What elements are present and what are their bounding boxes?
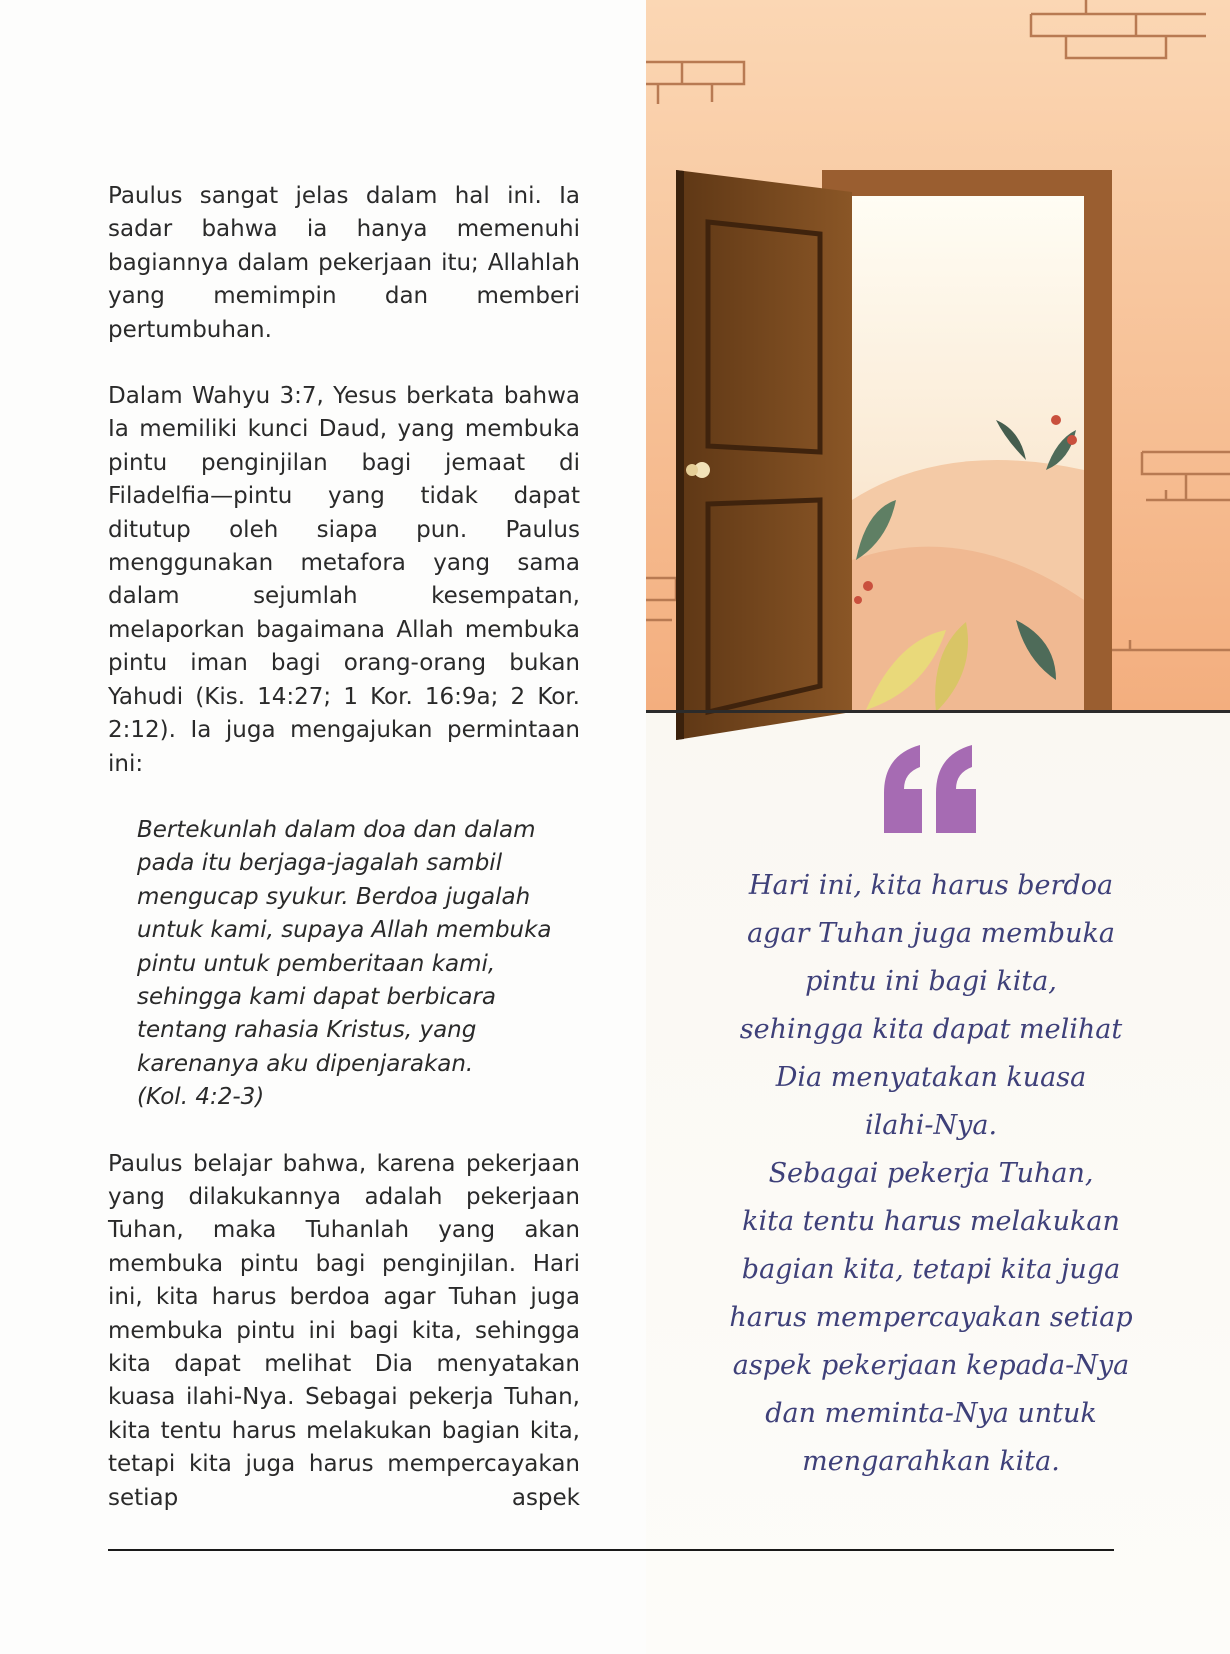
pull-quote-line: dan meminta-Nya untuk <box>765 1398 1097 1429</box>
quote-reference: (Kol. 4:2-3) <box>137 1084 265 1111</box>
quote-line: untuk kami, supaya Allah membuka <box>137 917 552 944</box>
body-text <box>108 180 580 1515</box>
pull-quote-line: kita tentu harus melakukan <box>742 1206 1120 1237</box>
bottom-divider <box>108 1549 1114 1551</box>
pull-quote-line: ilahi-Nya. <box>864 1110 998 1141</box>
quote-line: pintu untuk pemberitaan kami, <box>137 950 496 977</box>
pull-quote-line: sehingga kita dapat melihat <box>739 1014 1123 1045</box>
quote-line: Bertekunlah dalam doa dan dalam <box>137 816 536 843</box>
pull-quote-line: Hari ini, kita harus berdoa <box>748 870 1114 901</box>
pull-quote-line: aspek pekerjaan kepada-Nya <box>732 1350 1130 1381</box>
open-door-illustration <box>646 0 1230 740</box>
quote-line: mengucap syukur. Berdoa jugalah <box>137 883 531 910</box>
quote-mark-icon <box>880 745 980 835</box>
paragraph-3: Paulus belajar bahwa, karena pekerjaan yang dilakukannya adalah pekerjaan Tuhan, maka Tuhanlah yang akan membuka pintu bagi penginjilan. Hari ini, kita harus berdoa agar Tuhan juga membuka pintu ini bagi kita, sehingga kita dapat melihat Dia menyatakan kuasa ilahi-Nya. Sebagai pekerja Tuhan, kita tentu harus melakukan bagian kita, tetapi kita juga harus mempercayakan setiap aspek <box>108 1150 580 1511</box>
pull-quote-line: pintu ini bagi kita, <box>805 966 1057 997</box>
pull-quote-line: Dia menyatakan kuasa <box>775 1062 1087 1093</box>
pull-quote-line: harus mempercayakan setiap <box>729 1302 1133 1333</box>
pull-quote-line: agar Tuhan juga membuka <box>747 918 1115 949</box>
pull-quote-line: Sebagai pekerja Tuhan, <box>768 1158 1094 1189</box>
quote-line: tentang rahasia Kristus, yang <box>137 1017 477 1044</box>
scripture-quote <box>108 814 580 1115</box>
paragraph-1: Paulus sangat jelas dalam hal ini. Ia sadar bahwa ia hanya memenuhi bagiannya dalam pekerjaan itu; Allahlah yang memimpin dan memberi pertumbuhan. <box>108 183 580 343</box>
pull-quote-line: bagian kita, tetapi kita juga <box>741 1254 1121 1285</box>
quote-line: sehingga kami dapat berbicara <box>137 983 497 1010</box>
pull-quote-line: mengarahkan kita. <box>802 1446 1060 1477</box>
quote-line: karenanya aku dipenjarakan. <box>137 1050 474 1077</box>
paragraph-2: Dalam Wahyu 3:7, Yesus berkata bahwa Ia memiliki kunci Daud, yang membuka pintu penginjilan bagi jemaat di Filadelfia—pintu yang tidak dapat ditutup oleh siapa pun. Paulus menggunakan metafora yang sama dalam sejumlah kesempatan, melaporkan bagaimana Allah membuka pintu iman bagi orang-orang bukan Yahudi (Kis. 14:27; 1 Kor. 16:9a; 2 Kor. 2:12). Ia juga mengajukan permintaan ini: <box>108 383 580 777</box>
quote-line: pada itu berjaga-jagalah sambil <box>137 850 503 877</box>
pull-quote <box>716 862 1146 1486</box>
